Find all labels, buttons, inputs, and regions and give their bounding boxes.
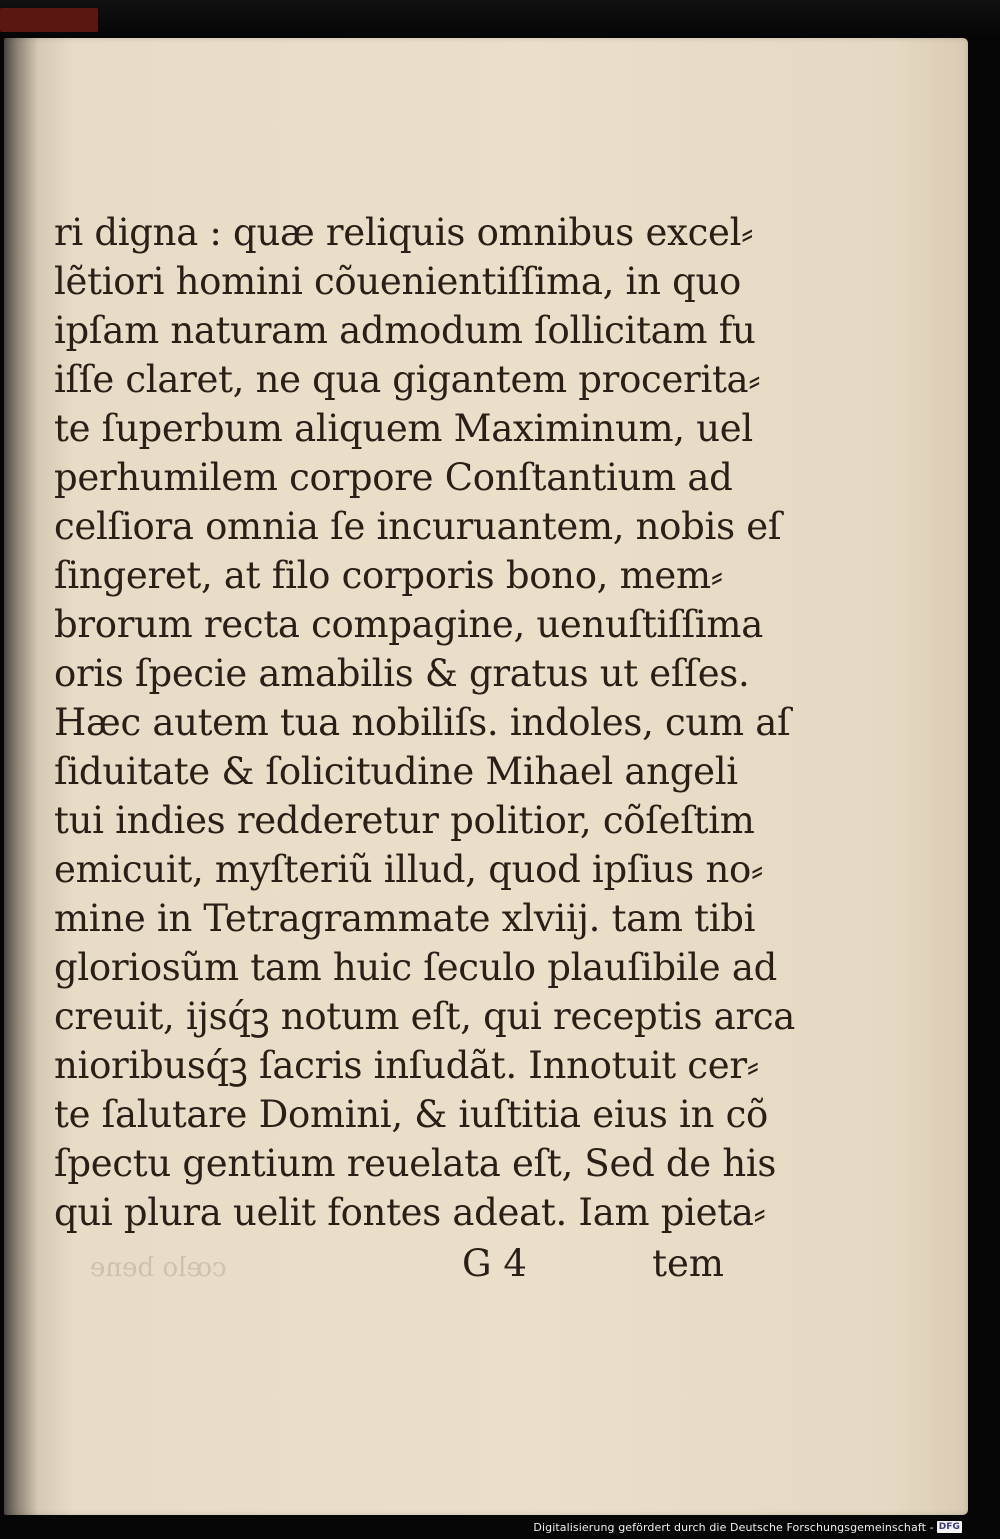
text-line: ipſam naturam admodum ſollicitam fu bbox=[54, 309, 756, 352]
bleed-through-text: cœlo bene bbox=[90, 1253, 227, 1283]
text-line: gloriosũm tam huic ſeculo plauſibile ad bbox=[54, 946, 778, 989]
text-line: emicuit, myſteriũ illud, quod ipſius no⸗ bbox=[54, 848, 763, 891]
text-line: ſingeret, at filo corporis bono, mem⸗ bbox=[54, 554, 723, 597]
text-line: tui indies redderetur politior, cõſeſtim bbox=[54, 799, 755, 842]
text-line: mine in Tetragrammate xlviij. tam tibi bbox=[54, 897, 756, 940]
signature-mark: G 4 bbox=[462, 1242, 527, 1285]
book-page bbox=[4, 38, 968, 1515]
text-line: ri digna : quæ reliquis omnibus excel⸗ bbox=[54, 211, 754, 254]
text-line: Hæc autem tua nobiliſs. indoles, cum aſ bbox=[54, 701, 791, 744]
page-footer-line bbox=[56, 1238, 724, 1290]
text-line: brorum recta compagine, uenuſtiſſima bbox=[54, 603, 763, 646]
bookmark-tab bbox=[0, 8, 98, 32]
text-line: te ſalutare Domini, & iuſtitia eius in cõ bbox=[54, 1093, 768, 1136]
text-line: celſiora omnia ſe incuruantem, nobis eſ bbox=[54, 505, 782, 548]
text-line: qui plura uelit fontes adeat. Iam pieta⸗ bbox=[54, 1191, 766, 1234]
top-edge bbox=[0, 0, 1000, 40]
text-line: nioribusq́ꝫ ſacris inſudãt. Innotuit cer⸗ bbox=[54, 1044, 759, 1087]
catchword: tem bbox=[652, 1242, 724, 1285]
text-line: oris ſpecie amabilis & gratus ut eſſes. bbox=[54, 652, 750, 695]
credit-text: Digitalisierung gefördert durch die Deutsche Forschungsgemeinschaft - bbox=[533, 1520, 934, 1534]
dfg-logo-icon: DFG bbox=[938, 1522, 960, 1532]
text-line: perhumilem corpore Conſtantium ad bbox=[54, 456, 733, 499]
text-line: creuit, ijsq́ꝫ notum eſt, qui receptis arca bbox=[54, 995, 796, 1038]
text-line: te ſuperbum aliquem Maximinum, uel bbox=[54, 407, 753, 450]
digitization-credit bbox=[533, 1518, 962, 1536]
page-text-block bbox=[54, 208, 796, 1237]
text-line: lẽtiori homini cõuenientiſſima, in quo bbox=[54, 260, 741, 303]
text-line: ſpectu gentium reuelata eſt, Sed de his bbox=[54, 1142, 777, 1185]
text-line: ſiduitate & ſolicitudine Mihael angeli bbox=[54, 750, 738, 793]
text-line: iſſe claret, ne qua gigantem procerita⸗ bbox=[54, 358, 761, 401]
